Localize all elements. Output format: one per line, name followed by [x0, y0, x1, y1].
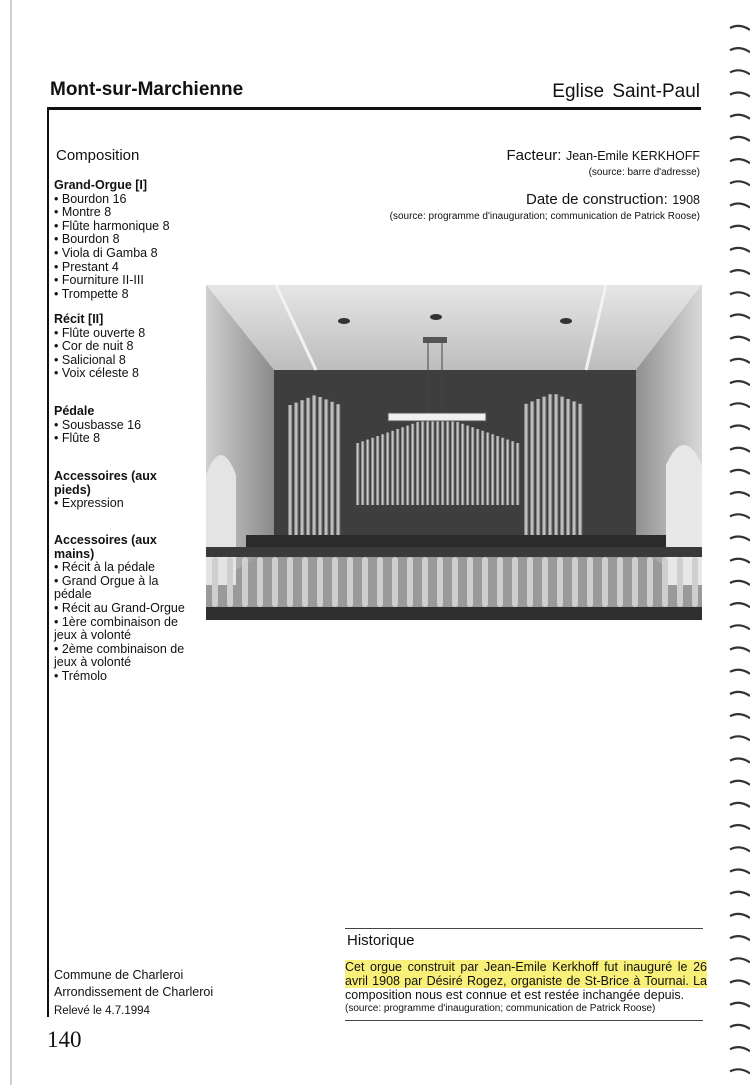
- date-value: 1908: [672, 193, 700, 207]
- date-label: Date de construction:: [525, 191, 668, 208]
- section-accessoires-mains: [54, 534, 186, 684]
- composition-title: Composition: [56, 147, 140, 164]
- stop-item: • 1ère combinaison de jeux à volonté: [54, 614, 178, 643]
- stop-item: • Prestant 4: [54, 259, 119, 274]
- stop-item: • Flûte harmonique 8: [54, 218, 170, 233]
- stop-item: • Récit au Grand-Orgue: [54, 600, 185, 615]
- builder-value: Jean-Emile KERKHOFF: [565, 149, 700, 163]
- stop-item: • Fourniture II-III: [54, 273, 144, 288]
- stop-item: • Viola di Gamba 8: [54, 245, 158, 260]
- section-title: Accessoires (aux pieds): [54, 469, 157, 497]
- section-grand-orgue: [54, 179, 170, 301]
- date-source: (source: programme d'inauguration; communication de Patrick Roose): [389, 211, 700, 222]
- commune-block: [54, 967, 213, 1001]
- history-rule-bottom: [345, 1020, 703, 1021]
- section-title: Grand-Orgue [I]: [54, 178, 148, 192]
- stop-item: • Sousbasse 16: [54, 417, 142, 432]
- left-rule: [47, 107, 49, 1017]
- page-edge: [10, 0, 12, 1085]
- builder-block: [506, 147, 700, 178]
- town-name: Mont-sur-Marchienne: [50, 79, 244, 100]
- builder-source: (source: barre d'adresse): [588, 167, 700, 178]
- section-title: Accessoires (aux mains): [54, 533, 157, 561]
- church-name: Eglise Saint-Paul: [552, 81, 700, 102]
- stop-item: • Salicional 8: [54, 352, 126, 367]
- history-text-rest: composition nous est connue et est restée inchangée depuis.: [345, 988, 685, 1002]
- date-block: [390, 191, 700, 222]
- spiral-binding: [728, 0, 750, 1085]
- history-rule-top: [345, 928, 703, 929]
- history-title: Historique: [347, 932, 415, 949]
- stop-item: • Flûte 8: [54, 431, 101, 446]
- survey-date: Relevé le 4.7.1994: [54, 1005, 150, 1017]
- organ-photo: [206, 285, 702, 620]
- section-title: Récit [II]: [54, 312, 104, 326]
- section-accessoires-pieds: [54, 470, 174, 511]
- builder-label: Facteur:: [506, 147, 562, 164]
- stop-item: • Bourdon 8: [54, 232, 120, 247]
- stop-item: • Cor de nuit 8: [54, 339, 134, 354]
- stop-item: • Trompette 8: [54, 286, 129, 301]
- stop-item: • Récit à la pédale: [54, 560, 155, 575]
- stop-item: • Trémolo: [54, 668, 108, 683]
- section-recit: [54, 313, 145, 381]
- commune: Commune de Charleroi: [54, 968, 184, 982]
- stop-item: • Expression: [54, 496, 124, 511]
- section-pedale: [54, 405, 141, 446]
- page-number: 140: [47, 1027, 82, 1052]
- history-text: [345, 960, 707, 1016]
- header-rule: [47, 107, 701, 110]
- highlighted-text: Cet orgue construit par Jean-Emile Kerkhoff fut inauguré le 26 avril 1908 par Désiré Rogez, organiste de St-Brice à Tournai. La: [345, 960, 707, 988]
- stop-item: • 2ème combinaison de jeux à volonté: [54, 641, 185, 670]
- history-source: (source: programme d'inauguration; communication de Patrick Roose): [345, 1003, 656, 1014]
- stop-item: • Grand Orgue à la pédale: [54, 573, 159, 602]
- stop-item: • Montre 8: [54, 205, 112, 220]
- section-title: Pédale: [54, 404, 95, 418]
- stop-item: • Bourdon 16: [54, 191, 127, 206]
- arrondissement: Arrondissement de Charleroi: [54, 985, 214, 999]
- stop-item: • Flûte ouverte 8: [54, 325, 146, 340]
- stop-item: • Voix céleste 8: [54, 366, 139, 381]
